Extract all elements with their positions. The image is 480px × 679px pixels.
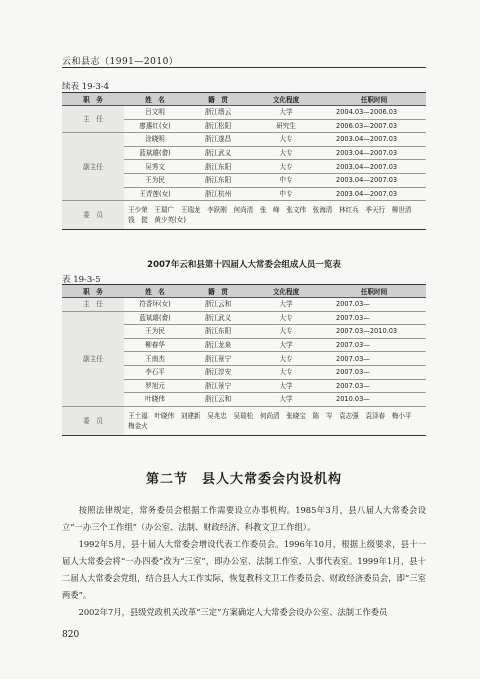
column-header: 籍 贯	[186, 93, 250, 106]
native-place-cell: 浙江松阳	[186, 119, 250, 133]
column-header: 任职时间	[322, 285, 426, 298]
table-row	[62, 133, 426, 147]
native-place-cell: 浙江景宁	[186, 379, 250, 393]
position-cell: 主 任	[62, 298, 124, 312]
name-cell: 王青莲(女)	[124, 187, 186, 201]
education-cell: 中专	[250, 173, 322, 187]
native-place-cell: 浙江东阳	[186, 173, 250, 187]
term-cell: 2007.03—	[322, 379, 426, 393]
paragraph: 1992年5月，县十届人大常委会增设代表工作委员会。1996年10月，根据上级要求，县十一届人大常委会将“一办四委”改为“三室”，即办公室、法制工作室、人事代表室。1999年1月，县十二届人大常委会党组，结合县人大工作实际，恢复教科文卫工作委员会、财政经济委员会，即“三室两委”。	[62, 539, 426, 600]
name-cell: 王南杰	[124, 352, 186, 366]
members-label: 委 员	[62, 406, 124, 435]
education-cell: 大专	[250, 352, 322, 366]
education-cell: 大专	[250, 325, 322, 339]
education-cell: 研究生	[250, 119, 322, 133]
table2	[62, 284, 426, 436]
name-cell: 柳春华	[124, 338, 186, 352]
education-cell: 大学	[250, 106, 322, 120]
native-place-cell: 浙江缙云	[186, 106, 250, 120]
table-row	[62, 298, 426, 312]
education-cell: 大专	[250, 133, 322, 147]
name-cell: 符香环(女)	[124, 298, 186, 312]
native-place-cell: 浙江东阳	[186, 160, 250, 174]
members-row	[62, 406, 426, 435]
page-number: 820	[62, 630, 80, 640]
native-place-cell: 浙江武义	[186, 311, 250, 325]
name-cell: 李石平	[124, 365, 186, 379]
name-cell: 廖惠红(女)	[124, 119, 186, 133]
education-cell: 大专	[250, 160, 322, 174]
paragraph: 按照法律规定，常务委员会根据工作需要设立办事机构。1985年3月，县八届人大常委会设立“一办三个工作组”（办公室、法制、财政经济、科教文卫工作组）。	[62, 505, 426, 532]
position-cell: 副主任	[62, 311, 124, 406]
name-cell: 吕文明	[124, 106, 186, 120]
position-cell: 主 任	[62, 106, 124, 133]
column-header: 姓 名	[124, 93, 186, 106]
name-cell: 王为民	[124, 173, 186, 187]
term-cell: 2003.04—2007.03	[322, 173, 426, 187]
native-place-cell: 浙江淳安	[186, 365, 250, 379]
native-place-cell: 浙江云和	[186, 298, 250, 312]
table-header-row	[62, 285, 426, 298]
term-cell: 2006.03—2007.03	[322, 119, 426, 133]
term-cell: 2010.03—	[322, 393, 426, 407]
position-cell: 副主任	[62, 133, 124, 201]
section-title: 第二节 县人大常委会内设机构	[145, 472, 342, 487]
native-place-cell: 浙江遂昌	[186, 133, 250, 147]
members-list: 王土福 叶晓伟 刘建新 吴兆忠 吴瑞松 何尚清 张晓宝 陈 岑 袁志强 袁泽春 梅小平 梅金火	[124, 406, 426, 435]
education-cell: 大专	[250, 365, 322, 379]
term-cell: 2004.03—2006.03	[322, 106, 426, 120]
column-header: 文化程度	[250, 93, 322, 106]
term-cell: 2007.03—	[322, 338, 426, 352]
name-cell: 王为民	[124, 325, 186, 339]
column-header: 姓 名	[124, 285, 186, 298]
education-cell: 大专	[250, 311, 322, 325]
table-header-row	[62, 93, 426, 106]
term-cell: 2003.04—2007.03	[322, 133, 426, 147]
column-header: 籍 贯	[186, 285, 250, 298]
name-cell: 蓝斌雄(畲)	[124, 311, 186, 325]
members-row	[62, 201, 426, 230]
education-cell: 中专	[250, 187, 322, 201]
table2-title: 2007年云和县第十四届人大常委会组成人员一览表	[147, 260, 341, 270]
term-cell: 2007.03—	[322, 311, 426, 325]
column-header: 职 务	[62, 285, 124, 298]
running-head: 云和县志（1991—2010）	[62, 57, 179, 67]
table2-label: 表 19-3-5	[62, 275, 101, 285]
members-list: 王少荣 王瑞广 王瑞龙 李跃刚 何尚清 张 峰 张文伟 张海清 林红兵 季天行 柳世清 钱 挺 黄少英(女)	[124, 201, 426, 230]
name-cell: 吴秀文	[124, 160, 186, 174]
term-cell: 2007.03—	[322, 352, 426, 366]
education-cell: 大学	[250, 379, 322, 393]
name-cell: 叶晓伟	[124, 393, 186, 407]
name-cell: 蓝斌雄(畲)	[124, 146, 186, 160]
term-cell: 2003.04—2007.03	[322, 160, 426, 174]
term-cell: 2003.04—2007.03	[322, 146, 426, 160]
native-place-cell: 浙江景宁	[186, 352, 250, 366]
column-header: 文化程度	[250, 285, 322, 298]
table1-label: 续表 19-3-4	[62, 82, 110, 92]
education-cell: 大学	[250, 298, 322, 312]
education-cell: 大学	[250, 338, 322, 352]
header-rule	[62, 67, 426, 68]
body-text	[62, 502, 426, 621]
native-place-cell: 浙江杭州	[186, 187, 250, 201]
name-cell: 涂晓明	[124, 133, 186, 147]
education-cell: 大专	[250, 146, 322, 160]
native-place-cell: 浙江武义	[186, 146, 250, 160]
education-cell: 大学	[250, 393, 322, 407]
column-header: 职 务	[62, 93, 124, 106]
members-label: 委 员	[62, 201, 124, 230]
native-place-cell: 浙江云和	[186, 393, 250, 407]
term-cell: 2007.03—	[322, 298, 426, 312]
column-header: 任职时间	[322, 93, 426, 106]
table-row	[62, 311, 426, 325]
table1	[62, 92, 426, 230]
term-cell: 2003.04—2007.03	[322, 187, 426, 201]
native-place-cell: 浙江东阳	[186, 325, 250, 339]
term-cell: 2007.03—2010.03	[322, 325, 426, 339]
name-cell: 罗旭元	[124, 379, 186, 393]
paragraph: 2002年7月，县级党政机关改革“三定”方案确定人大常委会设办公室、法制工作委员	[78, 607, 388, 617]
table-row	[62, 106, 426, 120]
term-cell: 2007.03—	[322, 365, 426, 379]
native-place-cell: 浙江龙泉	[186, 338, 250, 352]
